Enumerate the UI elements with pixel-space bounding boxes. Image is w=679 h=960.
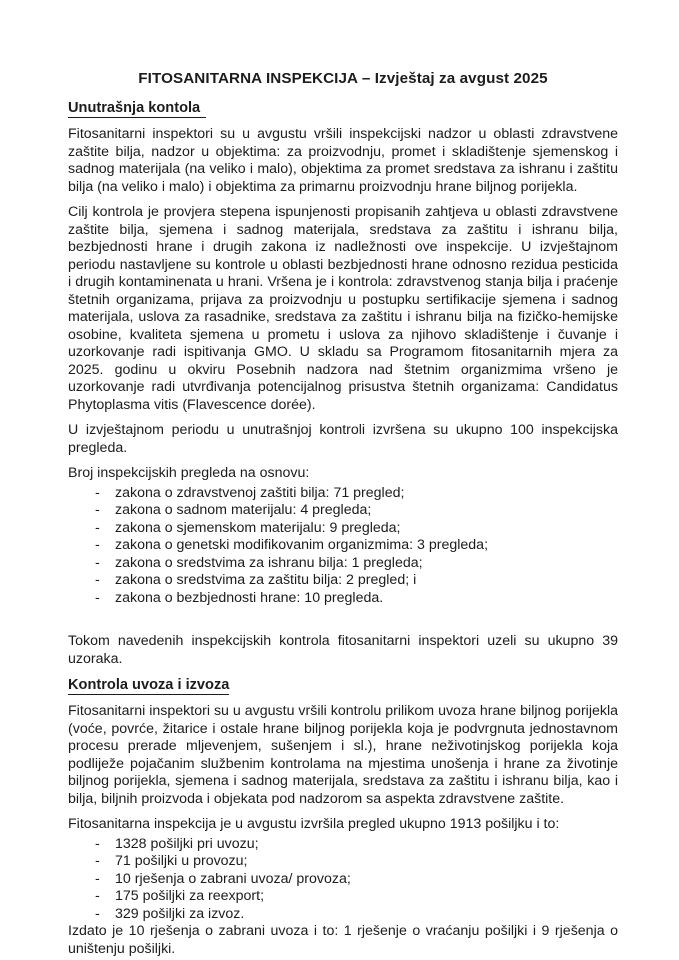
section-heading-text: Kontrola uvoza i izvoza — [68, 677, 230, 693]
blank-line — [68, 615, 618, 633]
dash-marker: - — [95, 589, 100, 606]
list-item-text: zakona o zdravstvenoj zaštiti bilja: 71 pregled; — [115, 484, 405, 501]
paragraph-internal-4: Tokom navedenih inspekcijskih kontrola fitosanitarni inspektori uzeli su ukupno 39 uzoraka. — [68, 633, 618, 667]
list-item-text: zakona o sadnom materijalu: 4 pregleda; — [115, 502, 372, 518]
list-item-text: 175 pošiljki za reexport; — [115, 888, 265, 904]
list-item — [68, 888, 618, 906]
dash-marker: - — [95, 484, 100, 501]
dash-marker: - — [95, 835, 100, 852]
inspection-count-list — [68, 485, 618, 608]
shipment-count-list — [68, 836, 618, 924]
paragraph-import-1: Fitosanitarni inspektori su u avgustu vršili kontrolu prilikom uvoza hrane biljnog porijekla (voće, povrće, žitarice i ostale hrane biljnog porijekla koja je podvrgnuta jednostavnom procesu prerade mljevenjem, sušenjem i sl.), hrane neživotinjskog porijekla koja podliježe pojačanim službenim kontrolama na mjestima unošenja i hrane za životinje biljnog porijekla, sjemena i sadnog materijala, sredstava za zaštitu i ishranu bilja, kao i bilja, biljnih proizvoda i objekata pod nadzorom sa aspekta zdravstvene zaštite. — [68, 703, 618, 807]
list-item — [68, 555, 618, 573]
document-title: FITOSANITARNA INSPEKCIJA – Izvještaj za avgust 2025 — [138, 70, 548, 87]
list-item-text: 1328 pošiljki pri uvozu; — [115, 835, 259, 852]
list-item — [68, 572, 618, 590]
dash-marker: - — [95, 554, 100, 571]
list-item-text: 10 rješenja o zabrani uvoza/ provoza; — [115, 870, 351, 887]
section-heading-unutrasnja-kontrola — [68, 99, 618, 117]
paragraph-internal-2: Cilj kontrola je provjera stepena ispunjenosti propisanih zahtjeva u oblasti zdravstvene zaštite bilja, sjemena i sadnog materijala, sredstava za zaštitu i ishranu bilja, bezbjednosti hrane i drugih zakona iz nadležnosti ove inspekcije. U izvještajnom periodu nastavljene su kontrole u oblasti bezbjednosti hrane odnosno rezidua pesticida i drugih kontaminenata u hrani. Vršena je i kontrola: zdravstvenog stanja bilja i praćenje štetnih organizama, prijava za proizvodnju u postupku sertifikacije sjemena i sadnog materijala, uslova za rasadnike, sredstava za zaštitu i ishranu bilja na fizičko-hemijske osobine, kvaliteta sjemena u prometu i uslova za njihovo skladištenje i čuvanje i uzorkovanje radi ispitivanja GMO. U skladu sa Programom fitosanitarnih mjera za 2025. godinu u okviru Posebnih nadzora nad štetnim organizmima vršeno je uzorkovanje radi utvrđivanja potencijalnog prisustva štetnih organizama: Candidatus Phytoplasma vitis (Flavescence dorée). — [68, 204, 618, 413]
list-item — [68, 836, 618, 854]
list-item-text: 329 pošiljki za izvoz. — [115, 905, 245, 922]
list-item-text: zakona o sjemenskom materijalu: 9 pregleda; — [115, 519, 401, 536]
dash-marker: - — [95, 905, 100, 922]
dash-marker: - — [95, 572, 100, 588]
inspection-list-intro: Broj inspekcijskih pregleda na osnovu: — [68, 465, 310, 481]
section-heading-kontrola-uvoza-izvoza — [68, 676, 618, 694]
section-heading-text: Unutrašnja kontola — [68, 100, 206, 118]
dash-marker: - — [95, 853, 100, 869]
paragraph-import-2: Izdato je 10 rješenja o zabrani uvoza i to: 1 rješenje o vraćanju pošiljki i 9 rješenja o uništenju pošiljki. — [68, 923, 618, 957]
list-item-text: zakona o sredstvima za zaštitu bilja: 2 pregled; i — [115, 572, 417, 588]
list-item — [68, 871, 618, 889]
list-item-text: zakona o sredstvima za ishranu bilja: 1 pregleda; — [115, 554, 423, 571]
paragraph-internal-1: Fitosanitarni inspektori su u avgustu vršili inspekcijski nadzor u oblasti zdravstvene zaštite bilja, nadzor u objektima: za proizvodnju, promet i skladištenje sjemenskog i sadnog materijala (na veliko i malo), objektima za promet sredstava za ishranu i zaštitu bilja (na veliko i malo) i objektima za primarnu proizvodnju hrane biljnog porijekla. — [68, 126, 618, 195]
list-item — [68, 537, 618, 555]
list-item — [68, 906, 618, 924]
dash-marker: - — [95, 537, 100, 553]
list-item-text: zakona o genetski modifikovanim organizmima: 3 pregleda; — [115, 537, 489, 553]
paragraph-internal-3: U izvještajnom periodu u unutrašnjoj kontroli izvršena su ukupno 100 inspekcijska pregleda. — [68, 422, 618, 456]
list-item — [68, 590, 618, 608]
shipment-list-intro: Fitosanitarna inspekcija je u avgustu izvršila pregled ukupno 1913 pošiljku i to: — [68, 816, 560, 832]
list-item — [68, 485, 618, 503]
dash-marker: - — [95, 519, 100, 536]
list-item-text: zakona o bezbjednosti hrane: 10 pregleda. — [115, 589, 384, 606]
list-item — [68, 520, 618, 538]
list-item — [68, 853, 618, 871]
list-item — [68, 502, 618, 520]
dash-marker: - — [95, 502, 100, 518]
dash-marker: - — [95, 888, 100, 904]
list-item-text: 71 pošiljki u provozu; — [115, 853, 248, 869]
dash-marker: - — [95, 870, 100, 887]
